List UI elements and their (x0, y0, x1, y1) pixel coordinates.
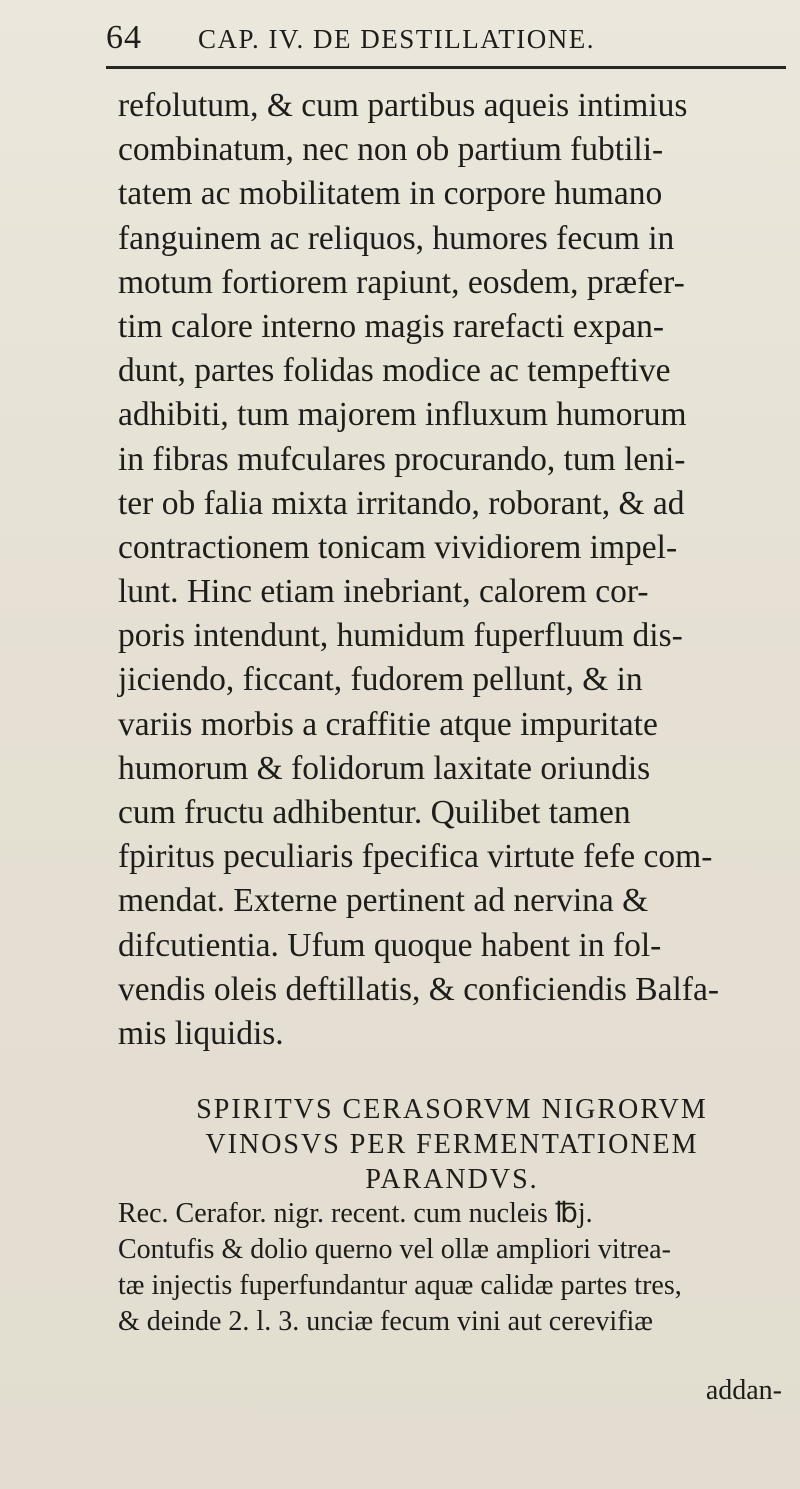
text-line: poris intendunt, humidum fuperfluum dis- (118, 617, 683, 655)
text-line: fpiritus peculiaris fpecifica virtute fefe com- (118, 838, 713, 876)
text-line: jiciendo, ficcant, fudorem pellunt, & in (118, 661, 643, 699)
text-line: lunt. Hinc etiam inebriant, calorem cor- (118, 573, 649, 611)
title-line: SPIRITVS CERASORVM NIGRORVM (196, 1094, 708, 1125)
text-line: combinatum, nec non ob partium fubtili- (118, 131, 664, 169)
section-title (118, 1092, 786, 1197)
running-head: CAP. IV. DE DESTILLATIONE. (198, 24, 595, 54)
text-line: tatem ac mobilitatem in corpore humano (118, 175, 663, 213)
header-rule (106, 66, 786, 69)
text-line: refolutum, & cum partibus aqueis intimius (118, 87, 688, 124)
title-line: VINOSVS PER FERMENTATIONEM (205, 1129, 699, 1160)
recipe-line: & deinde 2. l. 3. unciæ fecum vini aut cerevifiæ (118, 1306, 653, 1337)
text-line: fanguinem ac reliquos, humores fecum in (118, 219, 675, 257)
text-line: vendis oleis deftillatis, & conficiendis Balfa- (118, 970, 719, 1008)
text-line: dunt, partes folidas modice ac tempeftive (118, 352, 671, 390)
page-number: 64 (106, 19, 142, 56)
catchword: addan- (705, 1375, 782, 1406)
page-header (106, 18, 786, 72)
text-line: in fibras mufculares procurando, tum leni- (118, 440, 686, 478)
recipe-line: tæ injectis fuperfundantur aquæ calidæ partes tres, (118, 1270, 682, 1301)
recipe-line: Contufis & dolio querno vel ollæ ampliori vitrea- (118, 1234, 671, 1265)
text-line: humorum & folidorum laxitate oriundis (118, 749, 651, 787)
body-paragraph (118, 84, 786, 1056)
text-line: motum fortiorem rapiunt, eosdem, præfer- (118, 263, 685, 301)
text-line: tim calore interno magis rarefacti expan- (118, 307, 664, 345)
recipe-line: Rec. Cerafor. nigr. recent. cum nucleis ℔j. (118, 1198, 593, 1229)
text-line: contractionem tonicam vividiorem impel- (118, 528, 678, 566)
text-line: variis morbis a craffitie atque impuritate (118, 705, 658, 743)
recipe-paragraph (118, 1196, 786, 1340)
text-line: mendat. Externe pertinent ad nervina & (118, 882, 649, 920)
text-line: mis liquidis. (118, 1014, 284, 1052)
text-line: difcutientia. Ufum quoque habent in fol- (118, 926, 662, 964)
text-line: ter ob falia mixta irritando, roborant, & ad (118, 484, 685, 522)
text-line: cum fructu adhibentur. Quilibet tamen (118, 794, 631, 831)
title-line: PARANDVS. (365, 1164, 539, 1195)
text-line: adhibiti, tum majorem influxum humorum (118, 396, 687, 434)
